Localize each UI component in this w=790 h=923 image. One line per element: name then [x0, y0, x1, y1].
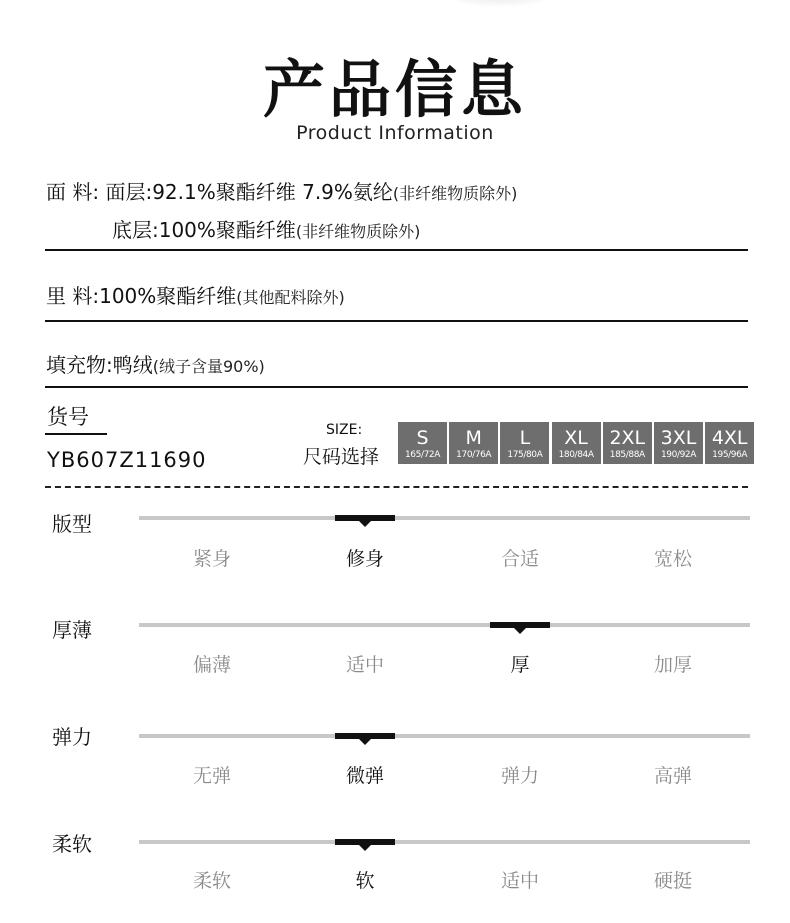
attribute-selected-marker — [335, 839, 395, 845]
attribute-track — [139, 840, 750, 844]
filling-row — [46, 349, 265, 378]
divider-1 — [45, 249, 748, 251]
divider-2 — [45, 320, 748, 322]
style-no-label: 货号 — [47, 405, 89, 429]
attribute-option: 柔软 — [192, 870, 231, 892]
attribute-option: 微弹 — [345, 765, 384, 787]
attribute-label: 柔软 — [52, 832, 92, 856]
size-measure: 180/84A — [558, 450, 594, 460]
fabric-bottom-row — [112, 214, 420, 243]
top-shadow-decoration — [430, 0, 570, 8]
size-option-xl[interactable] — [552, 422, 601, 464]
lining-row — [46, 280, 345, 309]
size-label: 4XL — [711, 427, 748, 449]
page-title: 产品信息 — [262, 53, 527, 126]
attribute-option: 加厚 — [653, 654, 692, 676]
attribute-label: 弹力 — [52, 725, 92, 749]
divider-3 — [45, 386, 748, 388]
attribute-selected-marker — [335, 733, 395, 739]
lining-text: 里 料:100%聚酯纤维 — [46, 284, 237, 308]
filling-text: 填充物:鸭绒 — [46, 353, 153, 377]
size-measure: 175/80A — [507, 450, 543, 460]
size-label: XL — [564, 427, 588, 449]
size-option-s[interactable] — [398, 422, 447, 464]
style-no-underline — [45, 433, 107, 435]
size-heading-en: SIZE: — [326, 422, 363, 438]
attribute-option: 适中 — [345, 654, 384, 676]
size-measure: 190/92A — [660, 450, 697, 460]
size-label: L — [519, 427, 531, 449]
size-label: S — [416, 427, 429, 449]
attribute-option: 弹力 — [500, 765, 539, 787]
size-option-3xl[interactable] — [654, 422, 703, 464]
attribute-selected-marker — [335, 515, 395, 521]
attribute-label: 厚薄 — [52, 618, 92, 642]
size-option-l[interactable] — [500, 422, 549, 464]
style-no-value: YB607Z11690 — [47, 448, 207, 472]
fabric-outer-note: (非纤维物质除外) — [392, 184, 518, 203]
size-label: M — [465, 427, 482, 449]
size-label: 2XL — [609, 427, 646, 449]
attribute-option: 高弹 — [653, 765, 692, 787]
attribute-option: 无弹 — [192, 765, 231, 787]
attribute-option: 修身 — [345, 548, 384, 570]
size-label: 3XL — [660, 427, 697, 449]
attribute-option: 硬挺 — [653, 870, 692, 892]
size-heading-cn: 尺码选择 — [303, 446, 380, 468]
attribute-option: 适中 — [500, 870, 539, 892]
size-option-4xl[interactable] — [705, 422, 754, 464]
attribute-track — [139, 516, 750, 520]
size-option-m[interactable] — [449, 422, 498, 464]
marker-pointer-icon — [358, 520, 372, 527]
attribute-option: 软 — [355, 870, 375, 892]
marker-pointer-icon — [513, 627, 527, 634]
page-subtitle: Product Information — [296, 122, 494, 144]
attribute-label: 版型 — [52, 512, 92, 536]
attribute-option: 紧身 — [192, 548, 231, 570]
size-measure: 170/76A — [456, 450, 492, 460]
attribute-track — [139, 623, 750, 627]
size-measure: 165/72A — [404, 450, 441, 460]
attribute-selected-marker — [490, 622, 550, 628]
filling-note: (绒子含量90%) — [152, 357, 265, 376]
attribute-option: 合适 — [500, 548, 539, 570]
size-option-2xl[interactable] — [603, 422, 652, 464]
fabric-outer-text: 面层:92.1%聚酯纤维 7.9%氨纶 — [105, 180, 393, 204]
attribute-track — [139, 734, 750, 738]
fabric-outer-row — [46, 176, 517, 205]
size-measure: 185/88A — [609, 450, 645, 460]
attribute-option: 厚 — [510, 654, 530, 676]
marker-pointer-icon — [358, 844, 372, 851]
attribute-option: 宽松 — [653, 548, 692, 570]
fabric-bottom-note: (非纤维物质除外) — [295, 222, 421, 241]
dashed-divider — [45, 486, 748, 488]
fabric-label: 面 料: — [46, 180, 100, 204]
lining-note: (其他配料除外) — [236, 288, 345, 307]
attribute-option: 偏薄 — [192, 654, 231, 676]
size-measure: 195/96A — [712, 450, 748, 460]
marker-pointer-icon — [358, 738, 372, 745]
fabric-bottom-text: 底层:100%聚酯纤维 — [112, 218, 296, 242]
